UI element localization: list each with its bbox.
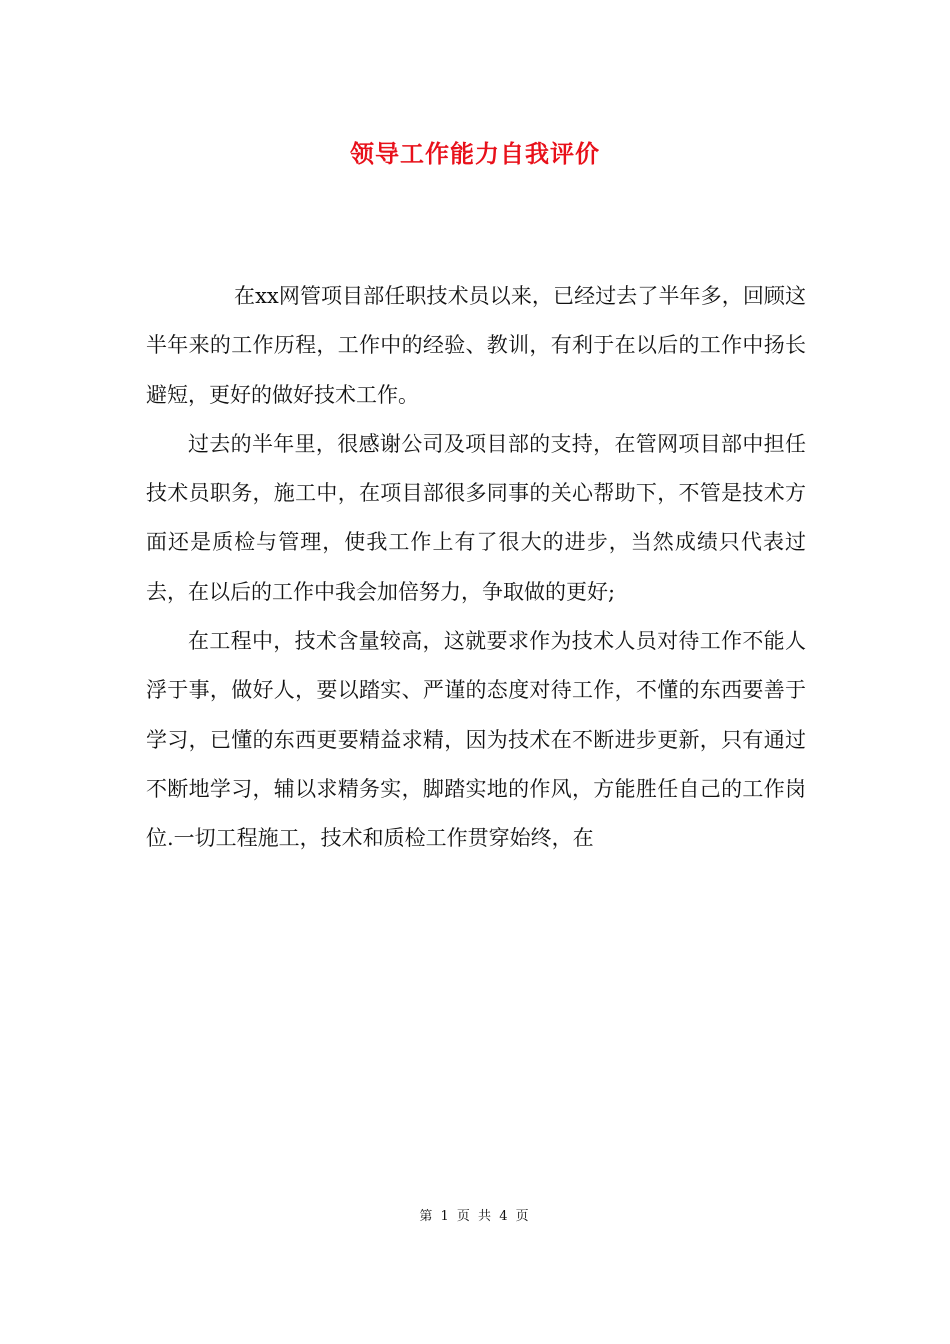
page-number-footer: 第 1 页 共 4 页 — [419, 1209, 531, 1224]
paragraph-2: 过去的半年里，很感谢公司及项目部的支持，在管网项目部中担任技术员职务，施工中，在项目部很多同事的关心帮助下，不管是技术方面还是质检与管理，使我工作上有了很大的进步，当然成绩只代表过去，在以后的工作中我会加倍努力，争取做的更好; — [146, 431, 806, 604]
document-body — [146, 272, 806, 864]
document-title: 领导工作能力自我评价 — [350, 139, 600, 168]
paragraph-1: 在xx网管项目部任职技术员以来，已经过去了半年多，回顾这半年来的工作历程，工作中的经验、教训，有利于在以后的工作中扬长避短，更好的做好技术工作。 — [146, 284, 806, 407]
paragraph-3: 在工程中，技术含量较高，这就要求作为技术人员对待工作不能人浮于事，做好人，要以踏实、严谨的态度对待工作，不懂的东西要善于学习，已懂的东西更要精益求精，因为技术在不断进步更新，只有通过不断地学习，辅以求精务实，脚踏实地的作风，方能胜任自己的工作岗位.一切工程施工，技术和质检工作贯穿始终，在 — [146, 629, 806, 851]
